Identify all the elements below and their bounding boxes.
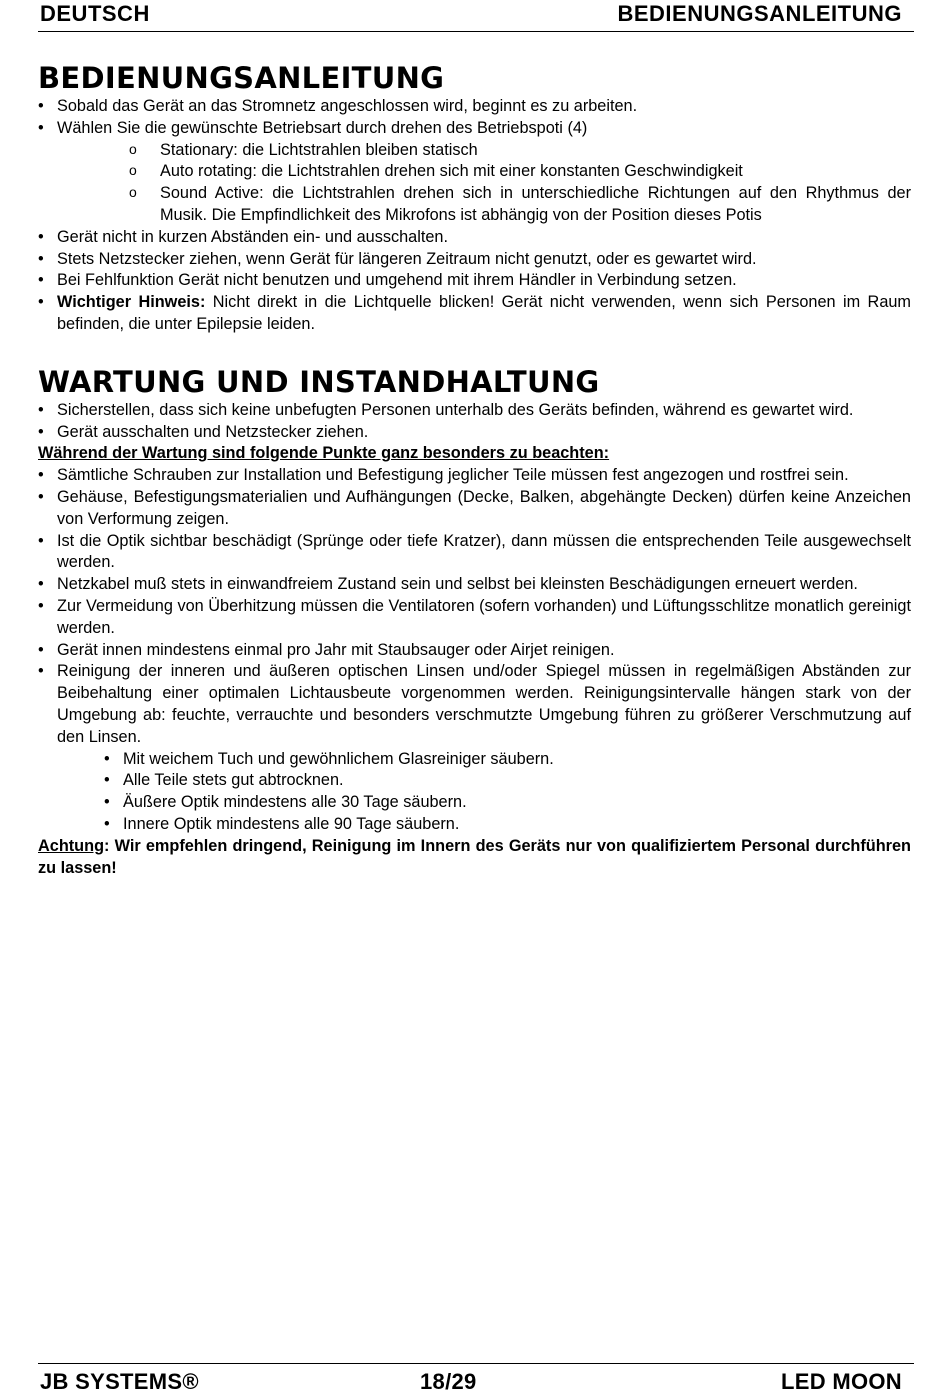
sub-list-item: • Äußere Optik mindestens alle 30 Tage säubern. (57, 792, 911, 814)
important-text: Nicht direkt in die Lichtquelle blicken! Gerät nicht verwenden, wenn sich Personen im Raum befinden, die unter Epilepsie leiden. (57, 293, 911, 333)
sub-list-item: • Alle Teile stets gut abtrocknen. (57, 770, 911, 792)
list-item (38, 661, 911, 835)
list-item: • Sicherstellen, dass sich keine unbefugten Personen unterhalb des Geräts befinden, während es gewartet wird. (38, 400, 911, 422)
list-item-text: Wählen Sie die gewünschte Betriebsart durch drehen des Betriebspoti (4) (57, 118, 588, 137)
mode-item: o Stationary: die Lichtstrahlen bleiben statisch (57, 140, 911, 162)
maintenance-highlight: Während der Wartung sind folgende Punkte ganz besonders zu beachten: (38, 444, 610, 463)
list-item: • Sämtliche Schrauben zur Installation und Befestigung jeglicher Teile müssen fest angezogen und rostfrei sein. (38, 465, 911, 487)
list-item: • Gerät innen mindestens einmal pro Jahr mit Staubsauger oder Airjet reinigen. (38, 640, 911, 662)
important-note (38, 292, 911, 336)
section-title-maintenance: WARTUNG UND INSTANDHALTUNG (38, 364, 600, 399)
warning-text: : Wir empfehlen dringend, Reinigung im Innern des Geräts nur von qualifiziertem Personal durchführen zu lassen! (38, 836, 911, 877)
list-item: • Sobald das Gerät an das Stromnetz angeschlossen wird, beginnt es zu arbeiten. (38, 96, 911, 118)
list-item: • Stets Netzstecker ziehen, wenn Gerät für längeren Zeitraum nicht genutzt, oder es gewartet wird. (38, 249, 911, 271)
list-item: • Gehäuse, Befestigungsmaterialien und Aufhängungen (Decke, Balken, abgehängte Decken) dürfen keine Anzeichen von Verformung zeigen. (38, 487, 911, 531)
header-language: DEUTSCH (40, 1, 150, 26)
page-header (38, 0, 914, 32)
warning-label: Achtung (38, 836, 105, 855)
operation-list (38, 96, 911, 336)
list-item: • Ist die Optik sichtbar beschädigt (Sprünge oder tiefe Kratzer), dann müssen die entsprechenden Teile ausgewechselt werden. (38, 531, 911, 575)
important-label: Wichtiger Hinweis: (57, 293, 206, 312)
list-item (38, 118, 911, 227)
maintenance-prep-list (38, 400, 911, 444)
list-item: • Netzkabel muß stets in einwandfreiem Zustand sein und selbst bei kleinsten Beschädigungen erneuert werden. (38, 574, 911, 596)
list-item: • Bei Fehlfunktion Gerät nicht benutzen und umgehend mit ihrem Händler in Verbindung setzen. (38, 270, 911, 292)
sub-list-item: • Mit weichem Tuch und gewöhnlichem Glasreiniger säubern. (57, 749, 911, 771)
cleaning-sublist (57, 749, 911, 836)
footer-product: LED MOON (781, 1369, 902, 1394)
list-item: • Gerät nicht in kurzen Abständen ein- und ausschalten. (38, 227, 911, 249)
footer-page-number: 18/29 (420, 1369, 477, 1394)
page-footer (38, 1363, 914, 1398)
list-item: • Gerät ausschalten und Netzstecker ziehen. (38, 422, 911, 444)
section-title-operation: BEDIENUNGSANLEITUNG (38, 61, 445, 95)
mode-list (57, 140, 911, 227)
header-section: BEDIENUNGSANLEITUNG (617, 1, 902, 26)
list-item-text: Reinigung der inneren und äußeren optischen Linsen und/oder Spiegel müssen in regelmäßigen Abständen zur Beibehaltung einer optimalen Lichtausbeute vorgenommen werden. Reinigungsintervalle hängen stark von der Umgebung ab: feuchte, verrauchte und besonders verschmutzte Umgebung führen zu größerer Verschmutzung auf den Linsen. (57, 662, 911, 746)
page-content (38, 60, 911, 879)
footer-brand: JB SYSTEMS® (40, 1369, 199, 1394)
sub-list-item: • Innere Optik mindestens alle 90 Tage säubern. (57, 814, 911, 836)
list-item: • Zur Vermeidung von Überhitzung müssen die Ventilatoren (sofern vorhanden) und Lüftungsschlitze monatlich gereinigt werden. (38, 596, 911, 640)
mode-item: o Auto rotating: die Lichtstrahlen drehen sich mit einer konstanten Geschwindigkeit (57, 161, 911, 183)
warning-note (38, 836, 911, 880)
mode-item: o Sound Active: die Lichtstrahlen drehen sich in unterschiedliche Richtungen auf den Rhythmus der Musik. Die Empfindlichkeit des Mikrofons ist abhängig von der Position dieses Potis (57, 183, 911, 227)
maintenance-points (38, 465, 911, 836)
